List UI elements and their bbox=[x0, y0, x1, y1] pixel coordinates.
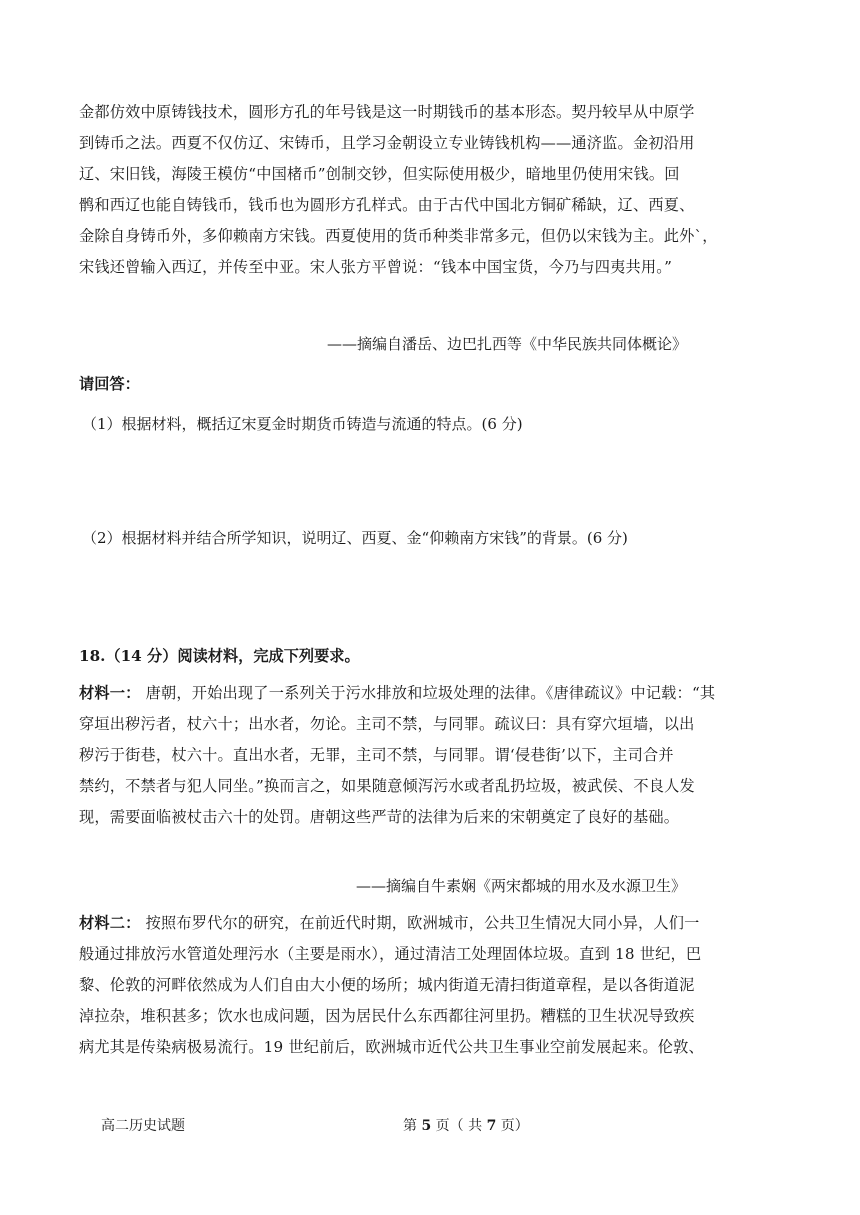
material-continuation bbox=[79, 97, 784, 283]
question-1: （1）根据材料，概括辽宋夏金时期货币铸造与流通的特点。(6 分) bbox=[82, 415, 523, 433]
material-line: 淖拉杂，堆积甚多；饮水也成问题，因为居民什么东西都往河里扔。糟糕的卫生状况导致疾 bbox=[79, 1007, 695, 1025]
material-line: 黎、伦敦的河畔依然成为人们自由大小便的场所；城内街道无清扫街道章程，是以各街道泥 bbox=[79, 976, 695, 994]
material-line: 金除自身铸币外，多仰赖南方宋钱。西夏使用的货币种类非常多元，但仍以宋钱为主。此外`， bbox=[79, 227, 718, 245]
material-1-source: ——摘编自牛素娴《两宋都城的用水及水源卫生》 bbox=[356, 877, 687, 895]
material-line: 现，需要面临被杖击六十的处罚。唐朝这些严苛的法律为后来的宋朝奠定了良好的基础。 bbox=[79, 808, 680, 826]
footer-page-current: 5 bbox=[421, 1118, 432, 1134]
material-source: ——摘编自潘岳、边巴扎西等《中华民族共同体概论》 bbox=[327, 335, 688, 353]
material-2 bbox=[79, 908, 784, 1063]
material-2-label: 材料二： bbox=[79, 914, 141, 932]
material-line: 到铸币之法。西夏不仅仿辽、宋铸币，且学习金朝设立专业铸钱机构——通济监。金初沿用 bbox=[79, 134, 695, 152]
material-2-first-line bbox=[79, 908, 784, 939]
material-line: 般通过排放污水管道处理污水（主要是雨水），通过清洁工处理固体垃圾。直到 18 世纪，巴 bbox=[79, 945, 702, 963]
material-line: 金都仿效中原铸钱技术，圆形方孔的年号钱是这一时期钱币的基本形态。契丹较早从中原学 bbox=[79, 103, 695, 121]
material-line: 秽污于街巷，杖六十。直出水者，无罪，主司不禁，与同罪。谓‘侵巷街’以下，主司合并 bbox=[79, 746, 674, 764]
footer-page-prefix: 第 bbox=[403, 1118, 417, 1134]
material-line: 穿垣出秽污者，杖六十；出水者，勿论。主司不禁，与同罪。疏议曰：具有穿穴垣墙，以出 bbox=[79, 715, 695, 733]
footer-subject: 高二历史试题 bbox=[101, 1118, 185, 1134]
footer-page-suffix: 页） bbox=[500, 1118, 529, 1134]
question-2: （2）根据材料并结合所学知识，说明辽、西夏、金“仰赖南方宋钱”的背景。(6 分) bbox=[82, 529, 628, 547]
material-1 bbox=[79, 678, 784, 833]
material-1-first-text: 唐朝，开始出现了一系列关于污水排放和垃圾处理的法律。《唐律疏议》中记载：“其 bbox=[140, 684, 716, 702]
material-2-first-text: 按照布罗代尔的研究，在前近代时期，欧洲城市，公共卫生情况大同小异，人们一 bbox=[140, 914, 700, 932]
material-1-label: 材料一： bbox=[79, 684, 141, 702]
answer-prompt-label: 请回答： bbox=[79, 375, 140, 393]
footer-page-number bbox=[403, 1115, 529, 1135]
footer-page-mid: 页（ 共 bbox=[435, 1118, 483, 1134]
material-1-first-line bbox=[79, 678, 784, 709]
material-line: 鹘和西辽也能自铸钱币，钱币也为圆形方孔样式。由于古代中国北方铜矿稀缺，辽、西夏、 bbox=[79, 196, 695, 214]
material-line: 禁约，不禁者与犯人同坐。”换而言之，如果随意倾泻污水或者乱扔垃圾，被武侯、不良人发 bbox=[79, 777, 695, 795]
material-line: 辽、宋旧钱，海陵王模仿“中国楮币”创制交钞，但实际使用极少，暗地里仍使用宋钱。回 bbox=[79, 165, 680, 183]
footer-page-total: 7 bbox=[486, 1118, 497, 1134]
question-18-heading: 18.（14 分）阅读材料，完成下列要求。 bbox=[79, 647, 360, 665]
material-line: 宋钱还曾输入西辽，并传至中亚。宋人张方平曾说：“钱本中国宝货，今乃与四夷共用。” bbox=[79, 258, 673, 276]
material-line: 病尤其是传染病极易流行。19 世纪前后，欧洲城市近代公共卫生事业空前发展起来。伦敦、 bbox=[79, 1038, 704, 1056]
